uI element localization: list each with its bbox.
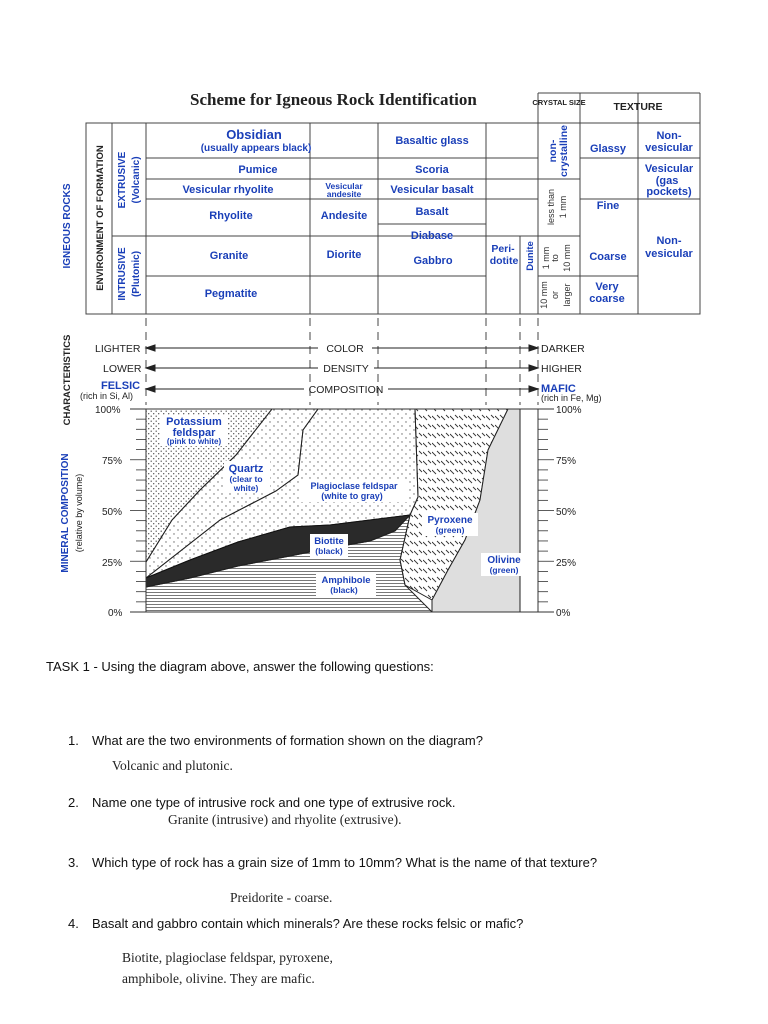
lighter: LIGHTER <box>95 343 141 355</box>
question-text: Basalt and gabbro contain which minerals? Are these rocks felsic or mafic? <box>92 916 524 931</box>
density: DENSITY <box>323 363 369 375</box>
non-crystalline-2: crystalline <box>558 125 570 177</box>
tick-25-left: 25% <box>102 558 123 569</box>
intrusive-label: INTRUSIVE <box>117 247 128 301</box>
question-text: Which type of rock has a grain size of 1mm to 10mm? What is the name of that texture? <box>92 855 598 870</box>
tick-100-left: 100% <box>95 405 121 416</box>
mafic-note: (rich in Fe, Mg) <box>541 393 602 403</box>
texture-non-vesicular-intrusive-2: vesicular <box>645 248 693 260</box>
andesite: Andesite <box>320 210 368 222</box>
characteristics-label: CHARACTERISTICS <box>62 334 73 426</box>
question-text: Name one type of intrusive rock and one type of extrusive rock. <box>92 795 456 810</box>
obsidian-note: (usually appears black) <box>200 143 312 154</box>
peridotite-2: dotite <box>489 255 519 267</box>
amphibole-label: Amphibole <box>321 575 371 586</box>
peridotite: Peri- <box>491 243 515 255</box>
question-number: 2. <box>68 795 79 810</box>
texture-non-vesicular-intrusive: Non- <box>656 235 682 247</box>
texture-non-vesicular-2: vesicular <box>645 142 693 154</box>
texture-coarse: Coarse <box>589 251 627 263</box>
scoria: Scoria <box>415 164 449 176</box>
composition: COMPOSITION <box>308 384 384 396</box>
tick-0-left: 0% <box>108 608 123 619</box>
potassium-feldspar-label-2: feldspar <box>172 427 216 439</box>
crystal-size-header: CRYSTAL SIZE <box>532 98 586 107</box>
pegmatite: Pegmatite <box>204 288 258 300</box>
darker: DARKER <box>541 343 585 355</box>
texture-very-coarse: Very <box>595 281 619 293</box>
basalt: Basalt <box>415 206 449 218</box>
potassium-feldspar-label: Potassium <box>166 416 222 428</box>
felsic: FELSIC <box>101 380 141 392</box>
quartz-label: Quartz <box>228 463 264 475</box>
size-large: 10 mm <box>539 281 549 309</box>
answer-1: Volcanic and plutonic. <box>112 758 233 773</box>
plagioclase-label: Plagioclase feldspar <box>310 481 398 491</box>
quartz-note-2: white) <box>233 483 259 493</box>
color: COLOR <box>326 343 364 355</box>
basaltic-glass: Basaltic glass <box>395 135 469 147</box>
plutonic-label: (Plutonic) <box>131 250 142 298</box>
size-less-than-2: 1 mm <box>558 195 568 219</box>
vesicular-andesite-2: andesite <box>326 189 362 199</box>
size-mid-2: to <box>550 254 560 262</box>
texture-very-coarse-2: coarse <box>589 293 625 305</box>
quartz-note: (clear to <box>229 474 263 484</box>
tick-50-right: 50% <box>556 507 577 518</box>
pyroxene-note: (green) <box>435 525 465 535</box>
answer-3: Preidorite - coarse. <box>230 890 333 905</box>
vesicular-rhyolite: Vesicular rhyolite <box>182 184 274 196</box>
gabbro: Gabbro <box>413 255 453 267</box>
felsic-note: (rich in Si, Al) <box>80 391 134 401</box>
mineral-composition-label: MINERAL COMPOSITION <box>60 453 71 573</box>
size-less-than: less than <box>546 188 556 226</box>
question-2 <box>68 795 455 810</box>
diorite: Diorite <box>326 249 362 261</box>
plagioclase-note: (white to gray) <box>321 491 383 501</box>
question-3 <box>68 855 597 870</box>
tick-25-right: 25% <box>556 558 577 569</box>
task-heading: TASK 1 - Using the diagram above, answer the following questions: <box>46 659 434 674</box>
size-large-2: or <box>550 290 560 300</box>
answer-2: Granite (intrusive) and rhyolite (extrusive). <box>168 812 402 827</box>
vesicular-andesite: Vesicular <box>325 181 363 191</box>
answer-4-line-2: amphibole, olivine. They are mafic. <box>122 971 315 986</box>
texture-header: TEXTURE <box>613 101 663 113</box>
diagram-title: Scheme for Igneous Rock Identification <box>190 90 477 109</box>
texture-vesicular-2: (gas <box>655 175 679 187</box>
potassium-feldspar-note: (pink to white) <box>166 437 222 446</box>
biotite-note: (black) <box>315 546 343 556</box>
question-4 <box>68 916 523 931</box>
obsidian: Obsidian <box>226 127 282 142</box>
size-mid-3: 10 mm <box>562 244 572 272</box>
texture-fine: Fine <box>596 200 620 212</box>
extrusive-label: EXTRUSIVE <box>117 151 128 209</box>
non-crystalline: non- <box>547 139 559 163</box>
question-number: 3. <box>68 855 79 870</box>
mafic: MAFIC <box>541 383 576 395</box>
vesicular-basalt: Vesicular basalt <box>390 184 474 196</box>
size-mid: 1 mm <box>541 246 551 270</box>
tick-0-right: 0% <box>556 608 571 619</box>
olivine-label: Olivine <box>487 555 521 566</box>
pyroxene-label: Pyroxene <box>427 515 473 526</box>
tick-100-right: 100% <box>556 405 582 416</box>
question-text: What are the two environments of formation shown on the diagram? <box>92 733 483 748</box>
texture-non-vesicular: Non- <box>656 130 682 142</box>
question-number: 1. <box>68 733 79 748</box>
olivine-note: (green) <box>489 565 519 575</box>
higher: HIGHER <box>541 363 582 375</box>
volcanic-label: (Volcanic) <box>131 156 142 204</box>
tick-75-left: 75% <box>102 456 123 467</box>
answer-4: Biotite, plagioclase feldspar, pyroxene, <box>122 950 333 965</box>
diabase: Diabase <box>410 230 454 242</box>
dunite: Dunite <box>525 241 536 271</box>
environment-label: ENVIRONMENT OF FORMATION <box>95 145 106 291</box>
granite: Granite <box>209 250 249 262</box>
rhyolite: Rhyolite <box>209 210 253 222</box>
igneous-rocks-label: IGNEOUS ROCKS <box>62 183 73 269</box>
amphibole-note: (black) <box>330 585 358 595</box>
lower: LOWER <box>103 363 142 375</box>
size-large-3: larger <box>562 283 572 307</box>
texture-vesicular-3: pockets) <box>646 186 692 198</box>
question-1 <box>68 733 483 748</box>
tick-75-right: 75% <box>556 456 577 467</box>
texture-vesicular: Vesicular <box>644 163 694 175</box>
tick-50-left: 50% <box>102 507 123 518</box>
biotite-label: Biotite <box>314 536 344 547</box>
texture-glassy: Glassy <box>589 143 627 155</box>
relative-by-volume: (relative by volume) <box>74 473 84 553</box>
question-number: 4. <box>68 916 79 931</box>
pumice: Pumice <box>238 164 278 176</box>
